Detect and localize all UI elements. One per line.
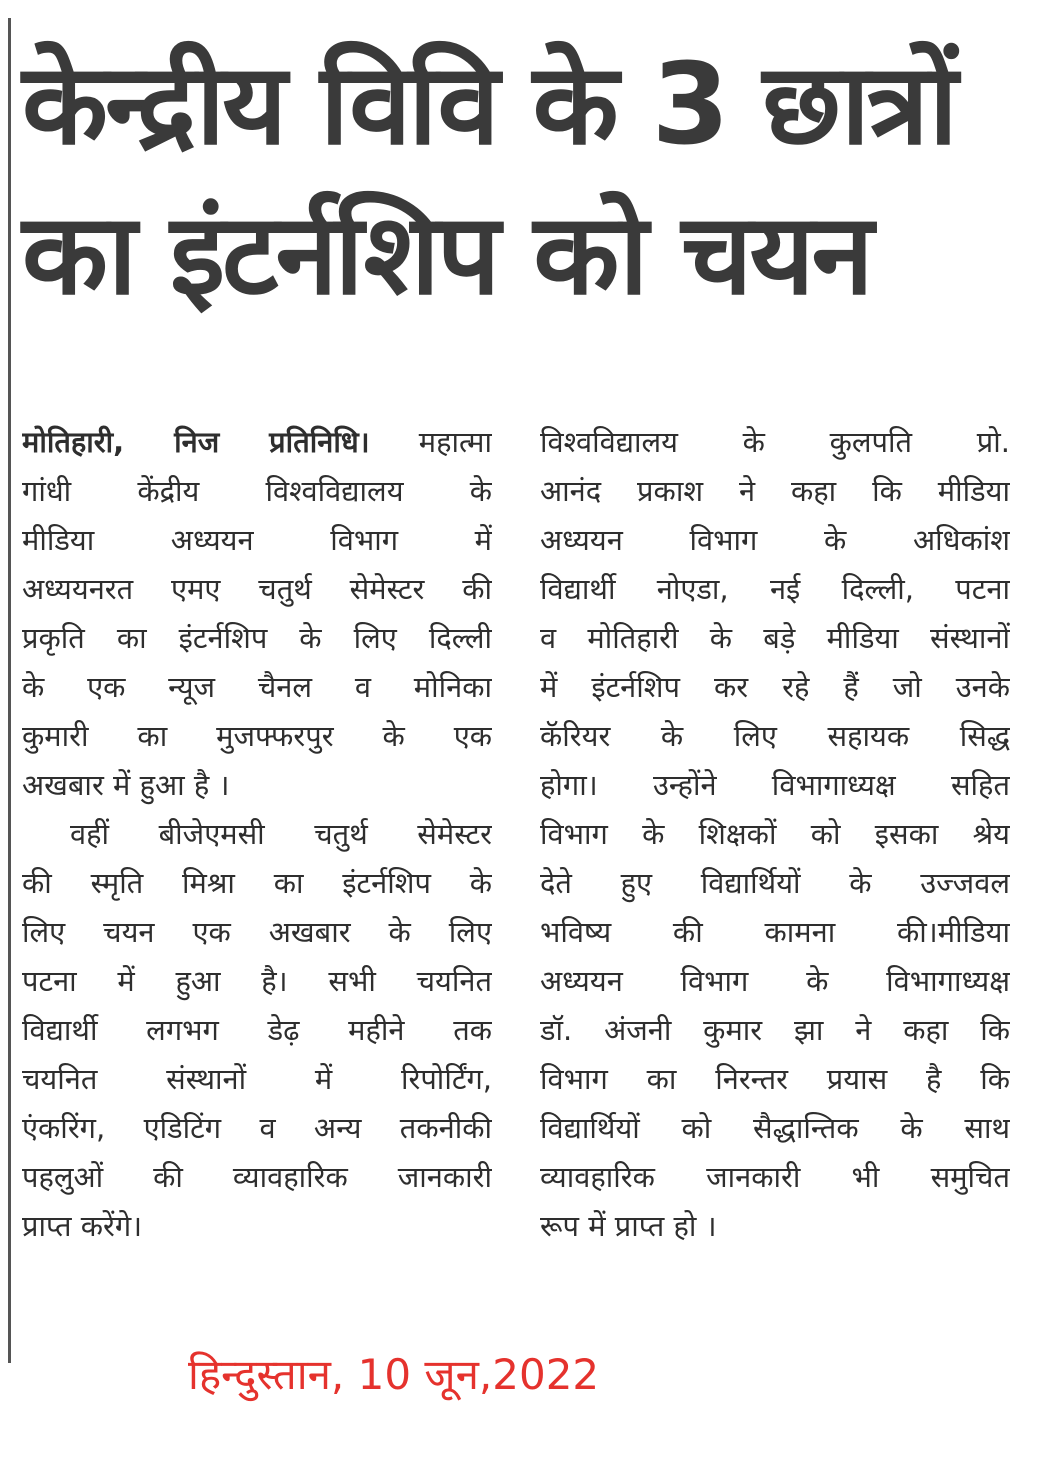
article-line: विभाग के शिक्षकों को इसका श्रेय — [540, 817, 1010, 851]
article-column-left — [22, 418, 492, 1251]
article-line: चयनित संस्थानों में रिपोर्टिंग, — [22, 1062, 492, 1096]
article-line: पटना में हुआ है। सभी चयनित — [22, 964, 492, 998]
headline — [22, 30, 1022, 330]
article-line: विश्वविद्यालय के कुलपति प्रो. — [540, 425, 1010, 459]
article-line-text: महात्मा — [369, 425, 492, 459]
article-line: होगा। उन्होंने विभागाध्यक्ष सहित — [540, 768, 1010, 802]
article-line: अध्ययन विभाग के विभागाध्यक्ष — [540, 964, 1010, 998]
article-line: की स्मृति मिश्रा का इंटर्नशिप के — [22, 866, 492, 900]
article-line: देते हुए विद्यार्थियों के उज्जवल — [540, 866, 1010, 900]
article-line: वहीं बीजेएमसी चतुर्थ सेमेस्टर — [70, 817, 492, 851]
article-line: डॉ. अंजनी कुमार झा ने कहा कि — [540, 1013, 1010, 1047]
source-citation: हिन्दुस्तान, 10 जून,2022 — [188, 1350, 600, 1399]
article-line: के एक न्यूज चैनल व मोनिका — [22, 670, 492, 704]
article-line: पहलुओं की व्यावहारिक जानकारी — [22, 1160, 492, 1194]
article-line: विद्यार्थी लगभग डेढ़ महीने तक — [22, 1013, 492, 1047]
article-line: विद्यार्थियों को सैद्धान्तिक के साथ — [540, 1111, 1010, 1145]
clipping-edge-rule — [8, 18, 11, 1363]
headline-line-1: केन्द्रीय विवि के 3 छात्रों — [22, 40, 955, 170]
article-line: व मोतिहारी के बड़े मीडिया संस्थानों — [540, 621, 1010, 655]
article-line: कुमारी का मुजफ्फरपुर के एक — [22, 719, 492, 753]
article-line: एंकरिंग, एडिटिंग व अन्य तकनीकी — [22, 1111, 492, 1145]
article-line: अध्ययन विभाग के अधिकांश — [540, 523, 1010, 557]
headline-line-2: का इंटर्नशिप को चयन — [22, 190, 871, 320]
article-line: में इंटर्नशिप कर रहे हैं जो उनके — [540, 670, 1010, 704]
article-line: व्यावहारिक जानकारी भी समुचित — [540, 1160, 1010, 1194]
article-line: अखबार में हुआ है । — [22, 768, 230, 802]
article-line: लिए चयन एक अखबार के लिए — [22, 915, 492, 949]
article-line: प्रकृति का इंटर्नशिप के लिए दिल्ली — [22, 621, 492, 655]
article-column-right — [540, 418, 1010, 1251]
dateline: मोतिहारी, निज प्रतिनिधि। — [22, 425, 370, 459]
article-line: आनंद प्रकाश ने कहा कि मीडिया — [540, 474, 1010, 508]
article-line — [22, 418, 492, 467]
article-line: विद्यार्थी नोएडा, नई दिल्ली, पटना — [540, 572, 1010, 606]
article-line: अध्ययनरत एमए चतुर्थ सेमेस्टर की — [22, 572, 492, 606]
article-line: गांधी केंद्रीय विश्वविद्यालय के — [22, 474, 492, 508]
article-line: रूप में प्राप्त हो । — [540, 1209, 717, 1243]
article-line: प्राप्त करेंगे। — [22, 1209, 143, 1243]
article-line: मीडिया अध्ययन विभाग में — [22, 523, 492, 557]
article-line: भविष्य की कामना की।मीडिया — [540, 915, 1010, 949]
article-line: विभाग का निरन्तर प्रयास है कि — [540, 1062, 1010, 1096]
article-line: कॅरियर के लिए सहायक सिद्ध — [540, 719, 1010, 753]
